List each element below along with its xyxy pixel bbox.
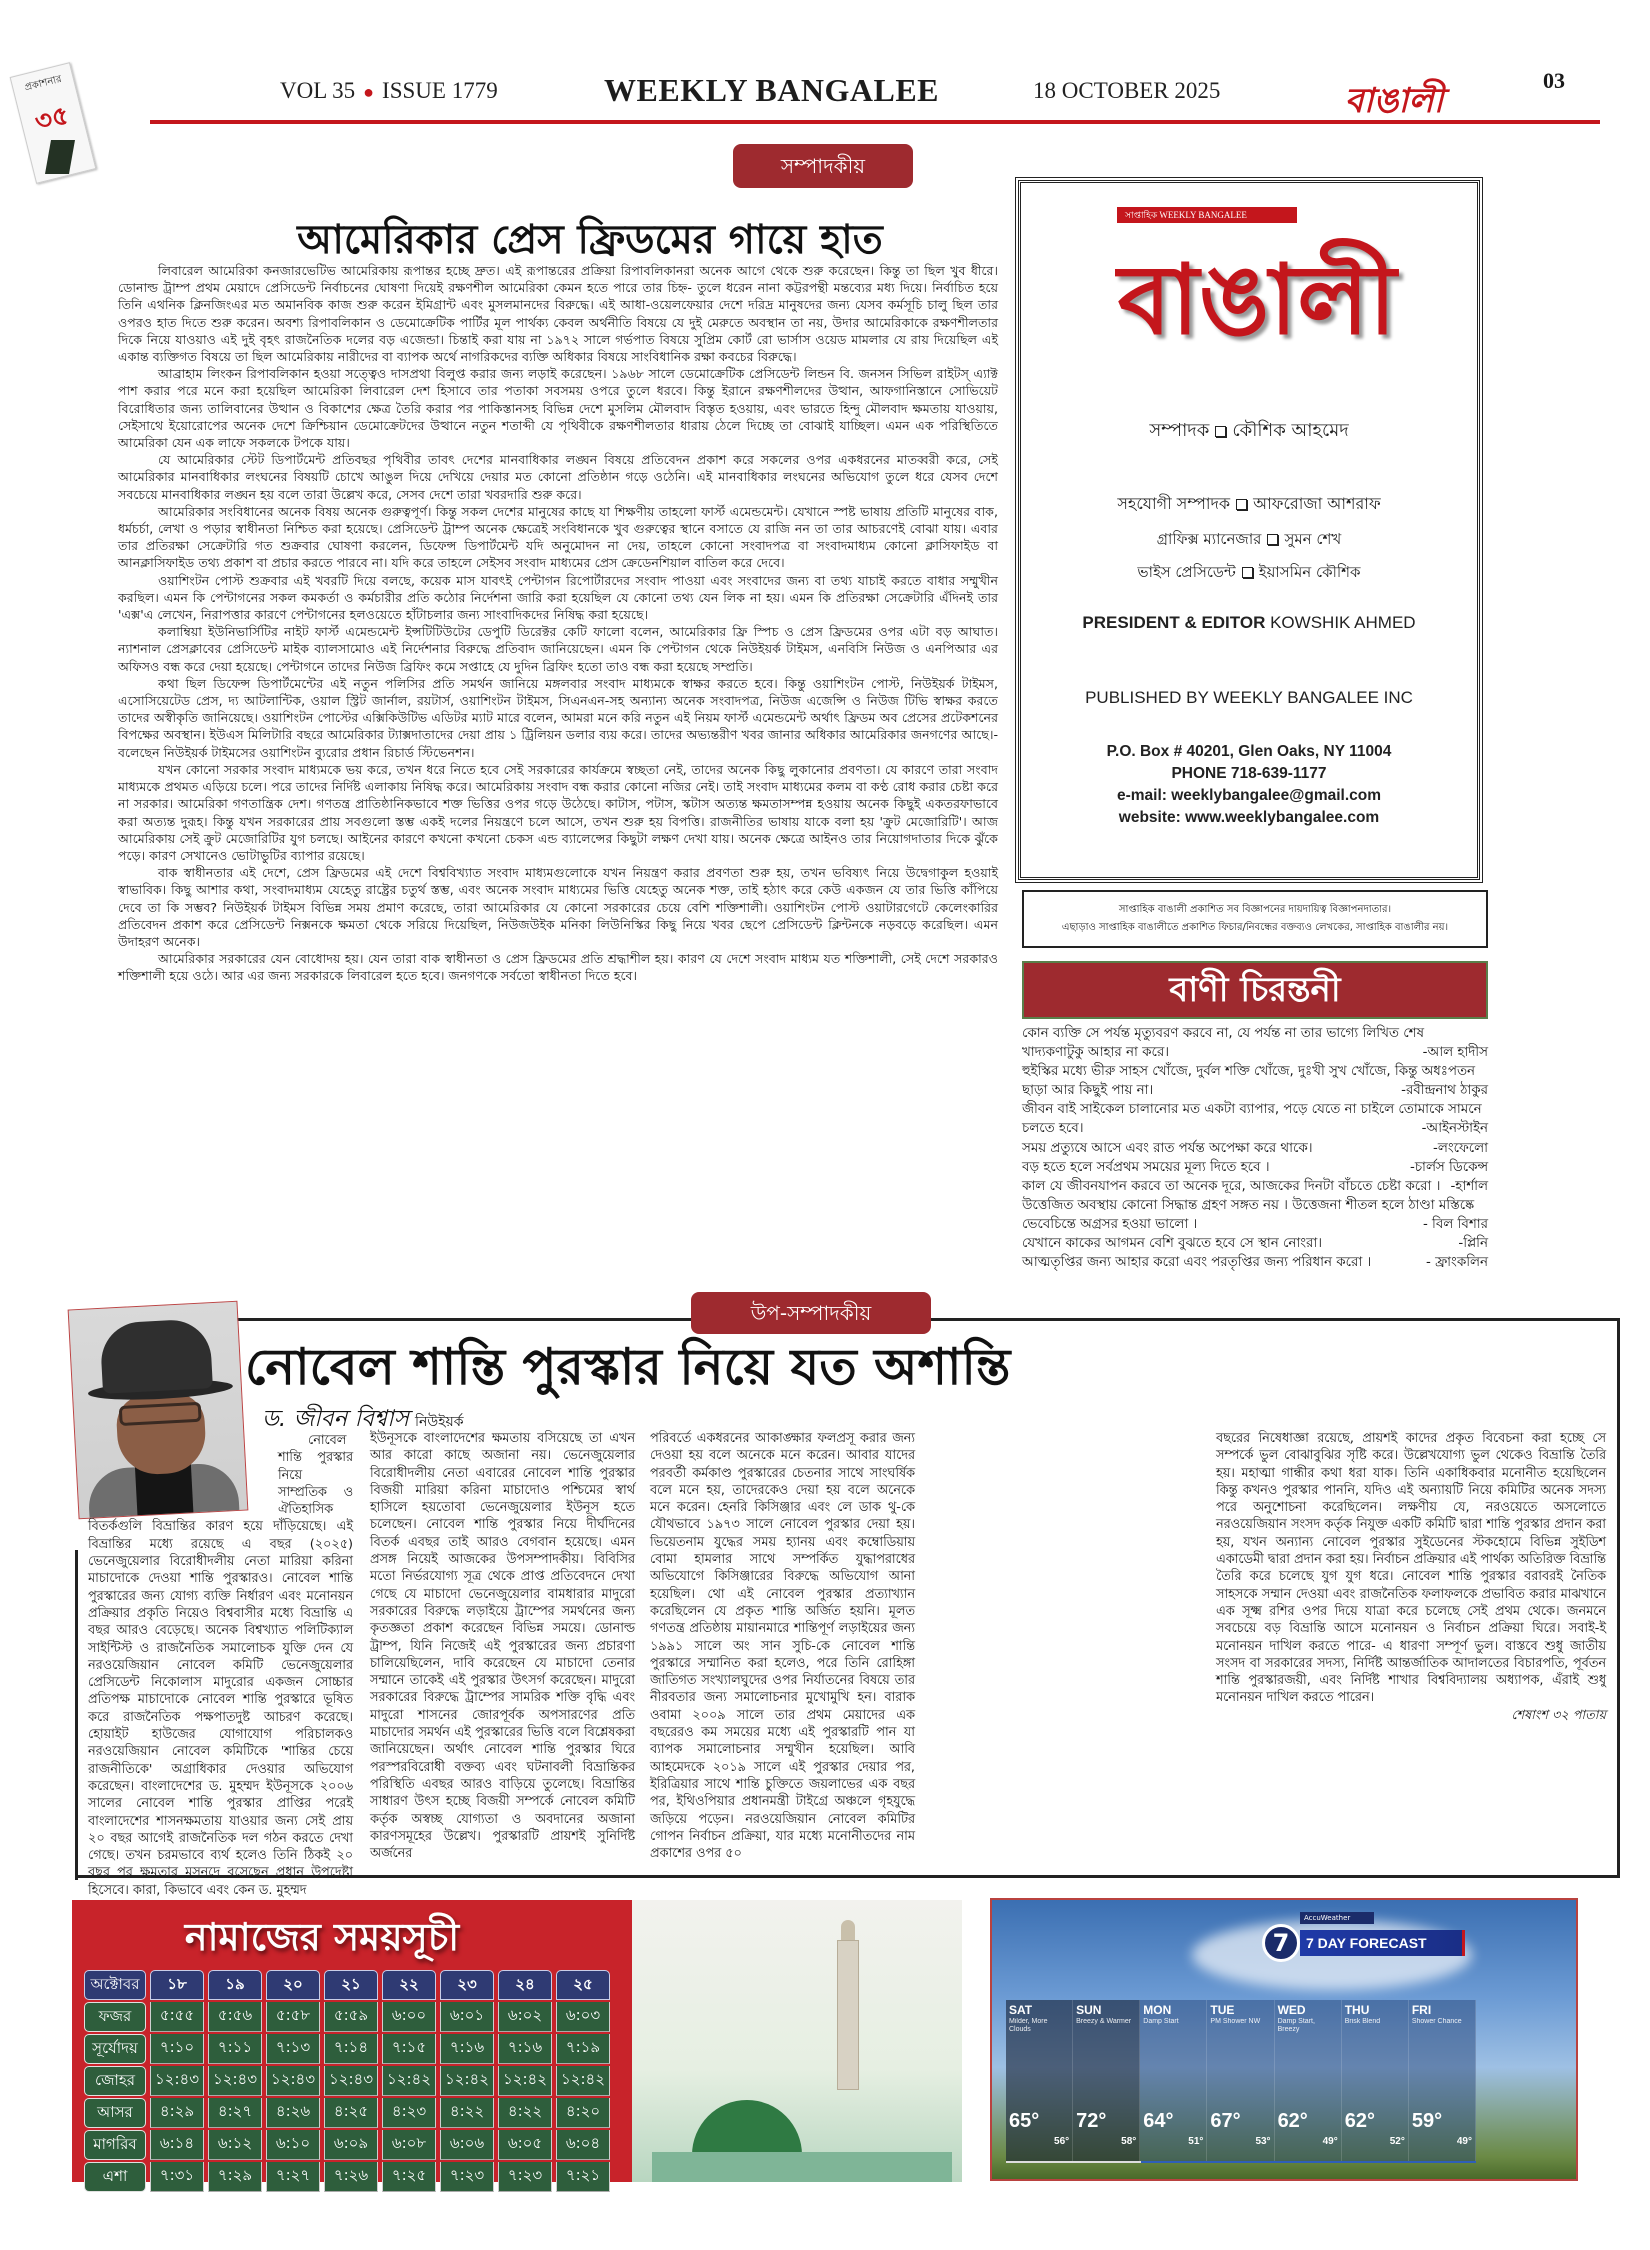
day-name: THU — [1344, 2003, 1370, 2017]
prayer-time: ৬:০৯ — [324, 2130, 378, 2160]
low-temp: 58° — [1121, 2136, 1137, 2147]
day-description: Shower Chance — [1411, 2018, 1462, 2025]
forecast-day — [1006, 2000, 1073, 2162]
sub-editorial-column-3 — [650, 1430, 915, 1862]
editorial-paragraph: আমেরিকার সরকারের যেন বোধোদয় হয়। যেন তারা বাক স্বাধীনতা ও প্রেস ফ্রিডমের প্রতি শ্রদ্ধাশীল হয়। কারণ যে দেশে সংবাদ মাধ্যম যত শক্তিশালী, সেই দেশে সরকারও শক্তিশালী হয়ে ওঠে। আর এর জন্য সরকারকে লিবারেল হতে হবে। জনগণকে সর্বতো স্বাধীনতা দিতে হবে। — [118, 951, 998, 984]
prayer-name: জোহর — [84, 2066, 146, 2096]
prayer-time: ১২:৪৩ — [208, 2066, 262, 2096]
editorial-body — [118, 262, 998, 985]
quotes-list — [1022, 1024, 1488, 1272]
prayer-time: ৭:৩১ — [150, 2162, 204, 2192]
phone: PHONE 718-639-1177 — [1171, 765, 1327, 782]
anniversary-badge-top: প্রকাশনার — [23, 73, 63, 94]
quote-item — [1022, 1196, 1488, 1234]
quote-author: - ফ্রাংকলিন — [1426, 1255, 1488, 1271]
column-text: পরিবর্তে একধরনের আকাঙ্ক্ষার ফলপ্রসূ করার জন্য দেওয়া হয় বলে অনেকে মনে করেন। আবার যাদের পরবর্তী কর্মকাণ্ড পুরস্কারের চেতনার সাথে সাংঘর্ষিক বলে মনে হয়, তাদেরকেও দেয়া হয় বলে অনেকে মনে করেন। হেনরি কিসিঞ্জার এবং লে ডাক থু-কে যৌথভাবে ১৯৭৩ সালে নোবেল পুরস্কার দেয়া হয়। ভিয়েতনাম যুদ্ধের সময় হ্যানয় এবং কম্বোডিয়ায় বোমা হামলার সাথে সম্পর্কিত যুদ্ধাপরাধের অভিযোগে কিসিঞ্জারের বিরুদ্ধে অভিযোগ আনা হয়েছিল। থো এই নোবেল পুরস্কার প্রত্যাখ্যান করেছিলেন যে প্রকৃত শান্তি অর্জিত হয়নি। মূলত গণতন্ত্র প্রতিষ্ঠায় মায়ানমারে শান্তিপূর্ণ লড়াইয়ের জন্য ১৯৯১ সালে অং সান সুচি-কে নোবেল শান্তি পুরস্কারে সম্মানিত করা হলেও, পরে তিনি রোহিঙ্গা জাতিগত সংখ্যালঘুদের ওপর নির্যাতনের বিষয়ে তার নীরবতার জন্য সমালোচনার মুখোমুখি হন। বারাক ওবামা ২০০৯ সালে তার প্রথম মেয়াদের এক বছরেরও কম সময়ের মধ্যে এই পুরস্কারটি পান যা ব্যাপক সমালোচনার সম্মুখীন হয়েছিল। আবি আহমেদকে ২০১৯ সালে এই পুরস্কার দেয়ার পর, ইরিত্রিয়ার সাথে শান্তি চুক্তিতে জয়লাভের এক বছর পর, ইথিওপিয়ার প্রধানমন্ত্রী টাইগ্রে অঞ্চলে গৃহযুদ্ধে জড়িয়ে পড়েন। নরওয়েজিয়ান নোবেল কমিটির গোপন নির্বাচন প্রক্রিয়া, যার মধ্যে মনোনীতদের নাম প্রকাশের ওপর ৫০ — [650, 1431, 915, 1862]
prayer-time: ৫:৫৫ — [150, 2002, 204, 2032]
prayer-name: সূর্যোদয় — [84, 2034, 146, 2064]
prayer-time: ৬:০১ — [440, 2002, 494, 2032]
box-bullet-icon — [1267, 534, 1278, 545]
editor-role: সম্পাদক — [1149, 420, 1210, 441]
associate-editor-name: আফরোজা আশরাফ — [1253, 494, 1381, 513]
sub-editorial-section-tag: উপ-সম্পাদকীয় — [691, 1292, 931, 1334]
vice-president-name: ইয়াসমিন কৌশিক — [1258, 563, 1361, 581]
prayer-time: ৭:১৩ — [266, 2034, 320, 2064]
green-dome-icon — [692, 2100, 802, 2160]
day-header: ২২ — [382, 1970, 436, 2000]
quote-author: -চার্লস ডিকেন্স — [1410, 1159, 1488, 1175]
editorial-section-tag: সম্পাদকীয় — [733, 144, 913, 188]
editorial-paragraph: লিবারেল আমেরিকা কনজারভেটিভ আমেরিকায় রূপান্তর হচ্ছে দ্রুত। এই রূপান্তরের প্রক্রিয়া রিপাবলিকানরা অনেক আগে থেকে শুরু করেছেন। কিন্তু তা ছিল খুব ধীরে। ডোনাল্ড ট্রাম্প প্রথম মেয়াদে প্রেসিডেন্ট নির্বাচনের ঘোষণা দিয়েই রক্ষণশীল আমেরিকা কেমন হতে পারে তার চিহ্ন- তুলে ধরেন নানা কট্টরপন্থী মন্তব্যের মধ্য দিয়ে। নির্বাচিত হয়ে তিনি এথনিক ক্লিনজিংএর মত অমানবিক কাজ শুরু করেন ইমিগ্রান্ট এবং মুসলমানদের বিরুদ্ধে। এই আধা-ওয়েলফেয়ার দেশে দরিদ্র মানুষদের জন্য যেসব কর্মসূচি চালু ছিল তার ওপরও হাত দিতে শুরু করেন। অবশ্য রিপাবলিকান ও ডেমোক্রেটিক পার্টির মূল পার্থক্য কেবল অর্থনীতি বিষয়ে যে দুই মেরুতে অবস্থান তা নয়, উদার আমেরিকাকে রক্ষণশীলতার দিকে নিয়ে যাওয়াও এই দুই বৃহৎ রাজনৈতিক দলের বড় এজেন্ডা। চিন্তাই করা যায় না ১৯৭২ সালে গর্ভপাত বিষয়ে সুপ্রিম কোর্ট রো ভার্সাস ওয়েড মামলার যে রায় দিয়েছিল এই একান্ত ব্যক্তিগত বিষয়ে তা ছিল আমেরিকায় নারীদের বা ব্যাপক অর্থে নাগরিকদের ব্যক্তি অধিকার বিষয়ে সাংবিধানিক রক্ষা কবচের বিরুদ্ধে। — [118, 263, 998, 365]
forecast-day — [1275, 2000, 1342, 2162]
high-temp: 59° — [1411, 2110, 1443, 2132]
high-temp: 62° — [1344, 2110, 1375, 2132]
sub-editorial-column-1 — [88, 1432, 353, 1899]
prayer-time: ৭:২৩ — [440, 2162, 494, 2192]
prayer-name: আসর — [84, 2098, 146, 2128]
quote-author: -আইনস্টাইন — [1421, 1121, 1488, 1137]
masthead-logo — [1107, 201, 1407, 381]
prayer-time: ৭:১৪ — [324, 2034, 378, 2064]
day-description: Damp Start — [1143, 2018, 1179, 2025]
quote-text: উত্তেজিত অবস্থায় কোনো সিদ্ধান্ত গ্রহণ সঙ্গত নয় । উত্তেজনা শীতল হলে ঠাণ্ডা মস্তিষ্কে ভেবেচিন্তে অগ্রসর হওয়া ভালো । — [1022, 1197, 1475, 1232]
president-editor-name: KOWSHIK AHMED — [1270, 613, 1416, 632]
day-name: MON — [1143, 2003, 1172, 2017]
editorial-paragraph: কথা ছিল ডিফেন্স ডিপার্টমেন্টের এই নতুন পলিসির প্রতি সমর্থন জানিয়ে মঙ্গলবার সংবাদ মাধ্যমকে স্বাক্ষর করতে হবে। কিন্তু ওয়াশিংটন পোস্ট, নিউইয়র্ক টাইমস, এসোসিয়েটেড প্রেস, দ্য আটলান্টিক, ওয়াল স্ট্রিট জার্নাল, রয়টার্স, ওয়াশিংটন টাইমস, সিএনএন-সহ অন্যান্য অনেক সংবাদপত্র, নিউজ এজেন্সি ও নিউজ টিভি স্বাক্ষর করতে তাদের অস্বীকৃতি জানিয়েছে। ওয়াশিংটন পোস্টের এক্সিকিউটিভ এডিটর ম্যাট মারে বলেন, আমরা মনে করি নতুন এই নিয়ম ফার্স্ট এমেন্ডমেন্ট অর্থাৎ ফ্রিডম অব প্রেসের প্রটেকশনের বিপক্ষের অবস্থান। ইউএস মিলিটারি বছরে আমেরিকার ট্যাক্সদাতাদের দেয়া প্রায় ১ ট্রিলিয়ন ডলার ব্যয় করে। তাদের অভ্যন্তরীণ খবর জানার অধিকার আমেরিকার জনগণের আছে।- বলেছেন নিউইয়র্ক টাইমসের ওয়াশিংটন ব্যুরোর প্রধান রিচার্ড স্টিভেনশন। — [118, 675, 998, 760]
box-bullet-icon — [1236, 499, 1247, 510]
quote-item — [1022, 1024, 1488, 1062]
vice-president-role: ভাইস প্রেসিডেন্ট — [1137, 563, 1236, 581]
prayer-name: এশা — [84, 2162, 146, 2192]
quote-author: -হার্শাল — [1450, 1178, 1488, 1194]
associate-editor-role: সহযোগী সম্পাদক — [1117, 494, 1231, 513]
forecast-day — [1409, 2000, 1476, 2162]
day-name: SAT — [1009, 2003, 1033, 2017]
prayer-time: ৫:৫৮ — [266, 2002, 320, 2032]
editorial-paragraph: যে আমেরিকার স্টেট ডিপার্টমেন্ট প্রতিবছর পৃথিবীর তাবৎ দেশের মানবাধিকার লঙ্ঘন বিষয়ে প্রতিবেদন প্রকাশ করে সকলের ওপর একধরনের মাতব্বরী করে, সেই আমেরিকার মানবাধিকার লংঘনের বিষয়টি চোখে আঙুল দিয়ে দেখিয়ে দেয়ার মত কোনো প্রতিষ্ঠান গড়ে ওঠেনি। এই মানবাধিকার লংঘনের অভিযোগ তুলে ধরে যেসব দেশে সবচেয়ে মানবাধিকার লঙ্ঘন হয় বলে তারা উল্লেখ করে, সেসব দেশে তারা খবরদারি শুরু করে। — [118, 452, 998, 502]
forecast-day — [1207, 2000, 1274, 2162]
day-name: SUN — [1076, 2003, 1102, 2017]
quote-author: - বিল বিশার — [1422, 1216, 1488, 1232]
prayer-row — [84, 2162, 610, 2192]
prayer-time: ৪:২২ — [440, 2098, 494, 2128]
masthead-box — [1018, 180, 1480, 880]
prayer-time: ৬:১৪ — [150, 2130, 204, 2160]
prayer-time: ৬:১২ — [208, 2130, 262, 2160]
disclaimer-line-2: এছাড়াও সাপ্তাহিক বাঙালীতে প্রকাশিত ফিচার/নিবন্ধের বক্তব্যও লেখকের, সাপ্তাহিক বাঙালীর নয়। — [1061, 922, 1449, 933]
high-temp: 64° — [1143, 2110, 1174, 2132]
prayer-time: ৪:২২ — [498, 2098, 552, 2128]
month-label: অক্টোবর — [84, 1970, 146, 2000]
prayer-row — [84, 2130, 610, 2160]
day-header: ২৫ — [556, 1970, 610, 2000]
quote-text: আত্মতৃপ্তির জন্য আহার করো এবং পরতৃপ্তির জন্য পরিধান করো । — [1022, 1255, 1372, 1271]
forecast-days — [1006, 2000, 1476, 2162]
prayer-time: ১২:৪২ — [498, 2066, 552, 2096]
volume-issue — [280, 78, 498, 104]
disclaimer-line-1: সাপ্তাহিক বাঙালী প্রকাশিত সব বিজ্ঞাপনের দায়দায়িত্ব বিজ্ঞাপনদাতার। — [1118, 904, 1392, 915]
prayer-time: ৭:২৫ — [382, 2162, 436, 2192]
box-bullet-icon — [1242, 567, 1253, 578]
prayer-time: ৭:১৫ — [382, 2034, 436, 2064]
prayer-time: ৪:২৭ — [208, 2098, 262, 2128]
prayer-time: ৭:১৬ — [440, 2034, 494, 2064]
quote-author: -প্লিনি — [1458, 1236, 1488, 1252]
prayer-time: ৫:৫৯ — [324, 2002, 378, 2032]
author-location: নিউইয়র্ক — [414, 1414, 464, 1430]
prayer-row — [84, 2098, 610, 2128]
editorial-paragraph: আমেরিকার সংবিধানের অনেক বিষয় অনেক গুরুত্বপূর্ণ। কিন্তু সকল দেশের মানুষের কাছে যা শিক্ষণীয় তাহলো ফার্স্ট এমেন্ডমেন্ট। যেখানে স্পষ্ট ভাষায় প্রতিটি মানুষের বাক, ধর্মচর্চা, লেখা ও পড়ার স্বাধীনতা নিশ্চিত করা হয়েছে। প্রেসিডেন্ট ট্রাম্প অনেক ক্ষেত্রেই সংবিধানকে খুব গুরুত্বের স্থানে বসাতে যে রাজি নন তা তার আচরণেই বোঝা যায়। এবার তার প্রতিরক্ষা সেক্রেটারি গত শুক্রবার ঘোষণা করলেন, ডিফেন্স ডিপার্টমেন্ট যদি অনুমোদন না দেয়, তাহলে কোনো সংবাদপত্র বা সংবাদমাধ্যম কোনো ক্লাসিফাইড বা আনক্লাসিফাইড তথ্য প্রকাশ বা প্রচার করতে পারবে না। যদি করে তাহলে সেইসব সংবাদ মাধ্যমের প্রেস ক্রেডেনশিয়াল বাতিল করে দেবে। — [118, 503, 998, 571]
prayer-time: ৫:৫৬ — [208, 2002, 262, 2032]
editorial-paragraph: যখন কোনো সরকার সংবাদ মাধ্যমকে ভয় করে, তখন ধরে নিতে হবে সেই সরকারের কার্যক্রমে স্বচ্ছতা নেই, তাদের অনেক কিছু লুকানোর প্রবণতা। যে কারণে তারা সংবাদ মাধ্যমকে প্রথমত এড়িয়ে চলে। পরে তাদের নির্দিষ্ট এলাকায় নিষিদ্ধ করে। আমেরিকায় সংবাদ বন্ধ করার কোনো নজির নেই। তাই সংবাদ মাধ্যমের কলম বা কণ্ঠ রোধ করার চেষ্টা করে না সরকার। আমেরিকা গণতান্ত্রিক দেশ। গণতন্ত্র প্রাতিষ্ঠানিকভাবে শক্ত ভিত্তির ওপর গড়ে উঠেছে। কাটাস, পটাস, স্কটাস অত্যন্ত ক্ষমতাসম্পন্ন হওয়ায় অনেক কিছুই একতরফাভাবে করা অত্যন্ত দুরূহ। কিন্তু যখন সরকারের প্রায় সবগুলো স্তম্ভ একই দলের নিয়ন্ত্রণে চলে আসে, তখন শুরু হয় বিপত্তি। রাজনীতির ভাষায় যাকে বলা হয় 'ক্রুট মেজোরিটি'। আজ আমেরিকায় সেই ক্রুট মেজোরিটির যুগ চলছে। আইনের কারণে কখনো কখনো চেকস এন্ড ব্যালেন্সের কিছুটা লক্ষণ দেখা যায়। অনেক ক্ষেত্রে আইনও তার নিয়োগদাতার দিকে ঝুঁকে পড়ে। কারণ সেখানেও ভোটাভুটির ব্যাপার রয়েছে। — [118, 761, 998, 863]
prayer-time: ৬:০৩ — [556, 2002, 610, 2032]
day-header: ২৪ — [498, 1970, 552, 2000]
disclaimer-box — [1022, 890, 1488, 948]
prayer-time: ৪:২৬ — [266, 2098, 320, 2128]
prayer-time: ৭:১৯ — [556, 2034, 610, 2064]
editor-name: কৌশিক আহমেদ — [1232, 420, 1349, 441]
day-header: ১৯ — [208, 1970, 262, 2000]
low-temp: 49° — [1322, 2136, 1338, 2147]
prayer-time: ৭:১৬ — [498, 2034, 552, 2064]
prayer-times-title: নামাজের সময়সূচী — [184, 1915, 460, 1959]
prayer-time: ১২:৪২ — [556, 2066, 610, 2096]
prayer-time: ৬:০৬ — [440, 2130, 494, 2160]
prayer-row — [84, 2002, 610, 2032]
prayer-time: ৬:০২ — [498, 2002, 552, 2032]
website[interactable]: website: www.weeklybangalee.com — [1118, 809, 1380, 826]
prayer-time: ৪:২৯ — [150, 2098, 204, 2128]
column-text: বছরের নিষেধাজ্ঞা রয়েছে, প্রায়শই কাদের প্রকৃত বিবেচনা করা হচ্ছে সে সম্পর্কে ভুল বোঝাবুঝির সৃষ্টি করে। উল্লেখযোগ্য ভুল থেকেও বিভ্রান্তি তৈরি হয়। মহাত্মা গান্ধীর কথা ধরা যাক। তিনি একাধিকবার মনোনীত হয়েছিলেন কিন্তু কখনও পুরস্কার পাননি, যদিও এই অন্যায়টি নিয়ে কমিটির অনেক সদস্য পরে অনুশোচনা করেছিলেন। লক্ষণীয় যে, নরওয়েতে অসলোতে নরওয়েজিয়ান সংসদ কর্তৃক নিযুক্ত একটি কমিটি দ্বারা শান্তি পুরস্কার প্রদান করা হয়, যখন অন্যান্য নোবেল পুরস্কার সুইডেনের স্টকহোমে বিভিন্ন সুইডিশ একাডেমী দ্বারা প্রদান করা হয়। নির্বাচন প্রক্রিয়ার এই পার্থক্য অতিরিক্ত বিভ্রান্তি তৈরি করে চলেছে যুগ যুগ ধরে। নোবেল শান্তি পুরস্কার বরাবরই নৈতিক সাহসকে সম্মান দেওয়া এবং রাজনৈতিক ফলাফলকে প্রভাবিত করার মাঝখানে এক সূক্ষ্ম রশির ওপর দিয়ে যাত্রা করে চলেছে সেই প্রথম থেকে। জনমনে সবচেয়ে বড় বিভ্রান্তি আসে মনোনয়ন ও নির্বাচন প্রক্রিয়া ঘিরে। সবাই-ই মনোনয়ন দাখিল করতে পারে- এ ধারণা সম্পূর্ণ ভুল। বাস্তবে শুধু জাতীয় সংসদ বা সরকারের সদস্য, নির্দিষ্ট আন্তর্জাতিক আদালতের বিচারপতি, পূর্বতন শান্তি পুরস্কারজয়ী, এবং নির্দিষ্ট শাখার বিশ্ববিদ্যালয় অধ্যাপক, এঁরাই শুধু মনোনয়ন দাখিল করতে পারেন। — [1216, 1431, 1606, 1706]
masthead-logo-text: বাঙালী — [1117, 244, 1397, 356]
day-header: ১৮ — [150, 1970, 204, 2000]
day-description: Milder, More Clouds — [1009, 2018, 1048, 2033]
prayer-name: মাগরিব — [84, 2130, 146, 2160]
forecast-title: 7 DAY FORECAST — [1300, 1930, 1465, 1956]
prayer-time: ৭:২১ — [556, 2162, 610, 2192]
mosque-illustration — [632, 1900, 962, 2182]
email[interactable]: e-mail: weeklybangalee@gmail.com — [1116, 787, 1382, 804]
quote-text: জীবন বাই সাইকেল চালানোর মত একটা ব্যাপার, পড়ে যেতে না চাইলে তোমাকে সামনে চলতে হবে। — [1022, 1102, 1482, 1137]
day-description: Brisk Blend — [1344, 2018, 1381, 2025]
publisher-line: PUBLISHED BY WEEKLY BANGALEE INC — [1085, 688, 1413, 707]
day-header: ২১ — [324, 1970, 378, 2000]
quote-item — [1022, 1177, 1488, 1196]
day-name: FRI — [1411, 2003, 1432, 2017]
masthead-logo-label: সাপ্তাহিক WEEKLY BANGALEE — [1117, 207, 1297, 223]
prayer-time: ৭:২৬ — [324, 2162, 378, 2192]
high-temp: 62° — [1277, 2110, 1308, 2132]
accuweather-badge: AccuWeather — [1300, 1912, 1374, 1924]
editorial-paragraph: কলাম্বিয়া ইউনিভার্সিটির নাইট ফার্স্ট এমেন্ডমেন্ট ইন্সটিটিউটের ডেপুটি ডিরেক্টর কেটি ফালো বলেন, আমেরিকার ফ্রি স্পিচ ও প্রেস ফ্রিডমের ওপর এটা বড় আঘাত। ন্যাশনাল প্রেসক্লাবের প্রেসিডেন্ট মাইক ব্যালসামোও এই নির্দেশনার বিরুদ্ধে প্রতিবাদ জানিয়েছেন। এমন কি পেন্টাগন থেকে নিউইয়র্ক টাইমস, এনবিসি নিউজ ও এনপিআর এর অফিসও বন্ধ করে দেয়া হয়েছে। পেন্টাগনে তাদের নিউজ ব্রিফিং কমে সপ্তাহে যে দুদিন ব্রিফিং হতো তাও বন্ধ করা হয়েছে সম্প্রতি। — [118, 624, 998, 674]
day-header: ২৩ — [440, 1970, 494, 2000]
prayer-time: ৭:১০ — [150, 2034, 204, 2064]
associate-editor-line — [1021, 491, 1477, 518]
prayer-time: ৭:২৯ — [208, 2162, 262, 2192]
prayer-time: ৬:১০ — [266, 2130, 320, 2160]
page-number: 03 — [1543, 68, 1565, 93]
high-temp: 67° — [1210, 2110, 1241, 2132]
quote-text: কোন ব্যক্তি সে পর্যন্ত মৃত্যুবরণ করবে না, যে পর্যন্ত না তার ভাগ্যে লিখিত শেষ খাদ্যকণাটুকু আহার না করে। — [1022, 1026, 1424, 1061]
dot-icon: ● — [363, 82, 375, 102]
contact-block — [1021, 741, 1477, 829]
day-name: WED — [1277, 2003, 1306, 2017]
quote-text: কাল যে জীবনযাপন করবে তা অনেক দূরে, আজকের দিনটা বাঁচতে চেষ্টা করো । — [1022, 1178, 1441, 1194]
editorial-paragraph: ওয়াশিংটন পোস্ট শুক্রবার এই খবরটি দিয়ে বলছে, কয়েক মাস যাবৎই পেন্টাগন রিপোর্টারদের সংবাদ পাওয়া এবং সংবাদের জন্য বা তথ্য যাচাই করতে বাধার সম্মুখীন করছিল। এমন কি পেন্টাগনের সকল কমকর্তা ও কর্মচারীর প্রতি কঠোর নির্দেশনা জারি করা হয়েছিল যে কোনো তথ্য যেন লিক না হয়। এমন কি প্রতিরক্ষা সেক্রেটারি এঁদিনই তার 'এক্স'এ লেখেন, নিরাপত্তার কারণে পেন্টাগনের হলওয়েতে হাঁটাচলার জন্য সাংবাদিকদের নিষিদ্ধ করা হয়েছে। — [118, 572, 998, 623]
column-text: নোবেল শান্তি পুরস্কার নিয়ে সাম্প্রতিক ও ঐতিহাসিক বিতর্কগুলি বিভ্রান্তির কারণ হয়ে দাঁড়িয়েছে। এই বিভ্রান্তির মধ্যে রয়েছে এ বছর (২০২৫) ভেনেজুয়েলার বিরোধীদলীয় নেতা মারিয়া করিনা মাচাদোকে দেওয়া শান্তি পুরস্কারও। নোবেল শান্তি পুরস্কারের জন্য যোগ্য ব্যক্তি নির্ধারণ এবং মনোনয়ন প্রক্রিয়ার প্রকৃতি নিয়েও বিশ্ববাসীর মধ্যে বিভ্রান্তি এ বছর আরও বেড়েছে। অনেক বিশ্বখ্যাত পলিটিক্যাল সাইন্টিস্ট ও রাজনৈতিক সমালোচক যুক্তি দেন যে নরওয়েজিয়ান নোবেল কমিটি ভেনেজুয়েলার প্রেসিডেন্ট নিকোলাস মাদুরোর একজন সোচ্চার প্রতিপক্ষ মাচাদোকে নোবেল শান্তি পুরস্কারে ভূষিত করে রাজনৈতিক পক্ষপাতদুষ্ট আচরণ করেছে। হোয়াইট হাউজের যোগাযোগ পরিচালকও নরওয়েজিয়ান নোবেল কমিটিকে 'শান্তির চেয়ে রাজনীতিকে' অগ্রাধিকার দেওয়ার অভিযোগ করেছেন। বাংলাদেশের ড. মুহম্মদ ইউনূসকে ২০০৬ সালের নোবেল শান্তি পুরস্কার প্রাপ্তির পরেই বাংলাদেশের শাসনক্ষমতায় যাওয়ার জন্য সেই প্রায় ২০ বছর আগেই রাজনৈতিক দল গঠন করতে দেখা গেছে। তখন চরমভাবে ব্যর্থ হলেও তিনি ঠিকই ২০ বছর পর ক্ষমতার মসনদে বসেছেন প্রধান উপদেষ্টা হিসেবে। কারা, কিভাবে এবং কেন ড. মুহম্মদ — [88, 1433, 353, 1898]
header-logo: বাঙালী — [1344, 81, 1444, 121]
low-temp: 52° — [1389, 2136, 1405, 2147]
prayer-time: ৪:২৩ — [382, 2098, 436, 2128]
quotes-title: বাণী চিরন্তনী — [1022, 961, 1488, 1019]
channel-7-logo-icon: 7 — [1262, 1924, 1300, 1962]
paper-name: WEEKLY BANGALEE — [604, 72, 939, 108]
high-temp: 65° — [1009, 2110, 1040, 2132]
day-name: TUE — [1210, 2003, 1235, 2017]
president-editor-line — [1021, 613, 1477, 633]
quote-text: যেখানে কাকের আগমন বেশি বুঝতে হবে সে স্থান নোংরা। — [1022, 1236, 1323, 1252]
quote-item — [1022, 1253, 1488, 1272]
prayer-time: ১২:৪৩ — [324, 2066, 378, 2096]
forecast-day — [1342, 2000, 1409, 2162]
editorial-headline: আমেরিকার প্রেস ফ্রিডমের গায়ে হাত — [297, 217, 883, 263]
editor-line — [1021, 416, 1477, 447]
prayer-time: ১২:৪৩ — [266, 2066, 320, 2096]
weather-forecast-panel — [990, 1898, 1578, 2181]
issue-date: 18 OCTOBER 2025 — [1033, 78, 1221, 103]
low-temp: 51° — [1188, 2136, 1204, 2147]
quote-text: বড় হতে হলে সর্বপ্রথম সময়ের মূল্য দিতে হবে । — [1022, 1159, 1270, 1175]
continued-note: শেষাংশ ৩২ পাতায় — [1511, 1707, 1606, 1723]
box-bullet-icon — [1215, 426, 1226, 437]
graphics-manager-line — [1021, 528, 1477, 553]
sub-editorial-headline: নোবেল শান্তি পুরস্কার নিয়ে যত অশান্তি — [245, 1338, 1011, 1396]
prayer-time: ৬:০৮ — [382, 2130, 436, 2160]
prayer-row — [84, 2066, 610, 2096]
prayer-time: ১২:৪৩ — [150, 2066, 204, 2096]
anniversary-badge-number: ৩৫ — [32, 100, 73, 138]
forecast-day — [1140, 2000, 1207, 2162]
sub-editorial-column-2 — [370, 1430, 635, 1862]
prayer-time: ৬:০৪ — [556, 2130, 610, 2160]
editorial-paragraph: আব্রাহাম লিংকন রিপাবলিকান হওয়া সত্ত্বেও দাসপ্রথা বিলুপ্ত করার জন্য লড়াই করেছেন। ১৯৬৮ সালে ডেমোক্রেটিক প্রেসিডেন্ট লিন্ডন বি. জনসন সিভিল রাইটস্ এ্যাক্ট পাশ করার পরে মনে করা হয়েছিল আমেরিকা লিবারেল দেশ হিসাবে তার পতাকা সবসময় ওপরে তুলে ধরবে। কিন্তু ইরানে রক্ষণশীলদের উত্থান, আফগানিস্তানে সোভিয়েট বিরোধিতার জন্য তালিবানের উত্থান ও বিকাশের ক্ষেত্র তৈরি করার পর পাকিস্তানসহ বিভিন্ন দেশে মুসলিম মৌলবাদ বিস্তৃত হওয়ায়, এবং ভারতে হিন্দু মৌলবাদ ক্ষমতায় যাওয়ায়, সেইসাথে ইয়োরোপের অনেক দেশে ক্রিশ্চিয়ান ডেমোক্রেটদের উত্থানে নতুন শতাব্দী যে পৃথিবীকে রক্ষণশীলতার ধারায় ঠেলে দিচ্ছে তা বোঝাই যাচ্ছিল। এমন এক পরিস্থিতিতে আমেরিকা যেন এক লাফে সকলকে টপকে যায়। — [118, 366, 998, 451]
sub-editorial-frame-left — [75, 1550, 78, 1880]
day-description: PM Shower NW — [1210, 2018, 1261, 2025]
low-temp: 56° — [1054, 2136, 1070, 2147]
quote-item — [1022, 1062, 1488, 1100]
day-description: Damp Start, Breezy — [1277, 2018, 1315, 2033]
prayer-times-table — [80, 1968, 614, 2194]
day-header: ২০ — [266, 1970, 320, 2000]
quote-author: -রবীন্দ্রনাথ ঠাকুর — [1401, 1083, 1488, 1099]
prayer-time: ১২:৪২ — [440, 2066, 494, 2096]
prayer-time: ৪:২৫ — [324, 2098, 378, 2128]
prayer-time: ৭:২৩ — [498, 2162, 552, 2192]
forecast-day — [1073, 2000, 1140, 2162]
graphics-manager-role: গ্রাফিক্স ম্যানেজার — [1156, 530, 1262, 548]
president-editor-role: PRESIDENT & EDITOR — [1082, 613, 1266, 632]
prayer-time: ৭:২৭ — [266, 2162, 320, 2192]
low-temp: 53° — [1255, 2136, 1271, 2147]
prayer-time: ৬:০০ — [382, 2002, 436, 2032]
volume: VOL 35 — [280, 78, 356, 103]
postal-address: P.O. Box # 40201, Glen Oaks, NY 11004 — [1106, 743, 1392, 760]
prayer-times-panel — [72, 1900, 962, 2185]
column-text: ইউনূসকে বাংলাদেশের ক্ষমতায় বসিয়েছে তা এখন আর কারো কাছে অজানা নয়। ভেনেজুয়েলার বিরোধীদলীয় নেতা এবারের নোবেল শান্তি পুরস্কার বিজয়ী মারিয়া করিনা মাচাদোও পশ্চিমের স্বার্থ হাসিলে হয়তোবা ভেনেজুয়েলার ইউনূস হতে চলেছেন। নোবেল শান্তি পুরস্কার নিয়ে দীর্ঘদিনের বিতর্ক এবছর তাই আরও বেগবান হয়েছে। এমন প্রসঙ্গ নিয়েই আজকের উপসম্পাদকীয়। বিবিসির মতো নির্ভরযোগ্য সূত্র থেকে প্রাপ্ত প্রতিবেদনে দেখা গেছে যে মাচাদো ভেনেজুয়েলার বামধারার মাদুরো সরকারের বিরুদ্ধে লড়াইয়ে ট্রাম্পের সমর্থনের জন্য কৃতজ্ঞতা প্রকাশ করেছেন বিভিন্ন সময়ে। ডোনাল্ড ট্রাম্প, যিনি নিজেই এই পুরস্কারের জন্য প্রচারণা চালিয়েছিলেন, দাবি করেছেন যে মাচাদো তেনার সম্মানে তাকেই এই পুরস্কার উৎসর্গ করেছেন। মাদুরো সরকারের বিরুদ্ধে ট্রাম্পের সামরিক শক্তি বৃদ্ধি এবং মাদুরো শাসনের জোরপূর্বক অপসারণের প্রতি মাচাদোর সমর্থন এই পুরস্কারের ভিত্তি বলে বিশ্লেষকরা জানিয়েছেন। অর্থাৎ নোবেল শান্তি পুরস্কার ঘিরে পরস্পরবিরোধী বক্তব্য এবং ঘটনাবলী বিভ্রান্তিকর পরিস্থিতি এবছর আরও বাড়িয়ে তুলেছে। বিভ্রান্তির সাধারণ উৎস হচ্ছে বিজয়ী সম্পর্কে নোবেল কমিটি কর্তৃক অস্বচ্ছ যোগ্যতা ও অবদানের অজানা কারণসমূহের উল্লেখ। পুরস্কারটি প্রায়শই সুনির্দিষ্ট অর্জনের — [370, 1431, 635, 1862]
vice-president-line — [1021, 561, 1477, 586]
graphics-manager-name: সুমন শেখ — [1284, 530, 1342, 548]
quote-item — [1022, 1139, 1488, 1158]
prayer-time: ৪:২০ — [556, 2098, 610, 2128]
quote-item — [1022, 1158, 1488, 1177]
quote-item — [1022, 1100, 1488, 1138]
editorial-paragraph: বাক স্বাধীনতার এই দেশে, প্রেস ফ্রিডমের এই দেশে বিশ্ববিখ্যাত সংবাদ মাধ্যমগুলোকে যখন নিয়ন্ত্রণ করার প্রবণতা শুরু হয়, তখন ভবিষ্যৎ নিয়ে উদ্বেগাকুল হওয়াই স্বাভাবিক। কিছু আশার কথা, সংবাদমাধ্যম যেহেতু রাষ্ট্রের চতুর্থ স্তম্ভ, এবং অনেক সংবাদ মাধ্যমের ভিত্তি যেহেতু অনেক শক্ত, তাই হঠাৎ করে কেউ একজন যে তার ভিত্তি কাঁপিয়ে দেবে তা কি সম্ভব? নিউইয়র্ক টাইমস বিভিন্ন সময় প্রমাণ করেছে, তারা আমেরিকার যে কোনো সরকারের চেয়ে বেশি শক্তিশালী। ওয়াশিংটন পোস্ট ওয়াটারগেটে কেলেংকারির প্রতিবেদন প্রকাশ করে প্রেসিডেন্ট নিক্সনকে ক্ষমতা থেকে সরিয়ে দিয়েছিল, নিউজউইক মনিকা লিউনিস্কির কিছু নিয়ে খবর ছেপে প্রেসিডেন্ট ক্লিন্টনকে নড়বড়ে করেছিল। এমন উদাহরণ অনেক। — [118, 865, 998, 949]
high-temp: 72° — [1076, 2110, 1107, 2132]
day-description: Breezy & Warmer — [1076, 2018, 1132, 2025]
sub-editorial-column-4 — [1216, 1430, 1606, 1724]
prayer-name: ফজর — [84, 2002, 146, 2032]
quote-item — [1022, 1234, 1488, 1253]
quote-text: হুইস্কির মধ্যে ভীরু সাহস খোঁজে, দুর্বল শক্তি খোঁজে, দুঃখী সুখ খোঁজে, কিন্তু অধঃপতন ছাড়া আর কিছুই পায় না। — [1022, 1064, 1475, 1099]
prayer-row — [84, 2034, 610, 2064]
quote-author: -আল হাদীস — [1422, 1045, 1488, 1061]
quote-author: -লংফেলো — [1433, 1140, 1488, 1156]
issue: ISSUE 1779 — [382, 78, 498, 103]
quote-text: সময় প্রত্যুষে আসে এবং রাত পর্যন্ত অপেক্ষা করে থাকে। — [1022, 1140, 1313, 1156]
prayer-time: ৭:১১ — [208, 2034, 262, 2064]
prayer-time: ১২:৪২ — [382, 2066, 436, 2096]
low-temp: 49° — [1456, 2136, 1472, 2147]
author-name: ড. জীবন বিশ্বাস — [262, 1406, 409, 1432]
prayer-time: ৬:০৫ — [498, 2130, 552, 2160]
prayer-header-row — [84, 1970, 610, 2000]
